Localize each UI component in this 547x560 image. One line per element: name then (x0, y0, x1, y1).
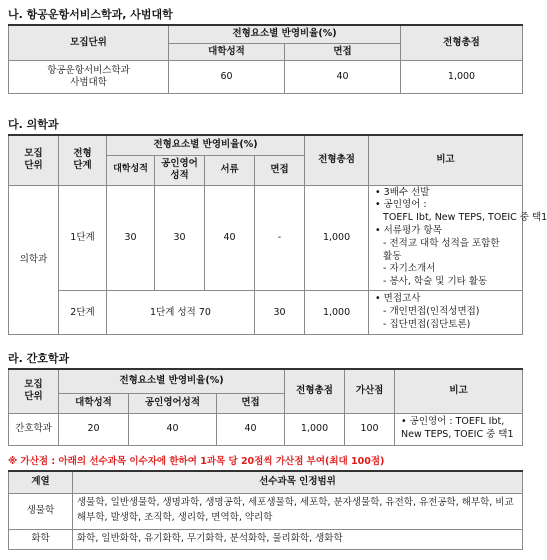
header-total: 전형총점 (285, 369, 345, 413)
section-title-aviation: 나. 항공운항서비스학과, 사범대학 (8, 8, 173, 21)
section-title-medicine: 다. 의학과 (8, 118, 59, 131)
cell-english: 40 (129, 413, 217, 445)
note-list (371, 186, 547, 290)
note-item: 활동 (383, 250, 402, 262)
section-title-nursing: 라. 간호학과 (8, 352, 70, 365)
header-english: 공인영어성적 (129, 393, 217, 413)
header-unit: 모집단위 (9, 25, 169, 60)
header-grade: 대학성적 (59, 393, 129, 413)
header-interview: 면접 (217, 393, 285, 413)
table-row (9, 493, 523, 529)
header-unit: 모집 단위 (9, 135, 59, 185)
header-ratio: 전형요소별 반영비율(%) (59, 369, 285, 393)
note-item: • 3배수 선발 (375, 186, 430, 198)
cell-prev-stage: 1단계 성적 70 (107, 291, 255, 335)
cell-total: 1,000 (305, 185, 369, 291)
cell-note (369, 291, 523, 335)
cell-bonus: 100 (345, 413, 395, 445)
aviation-table (8, 24, 523, 94)
cell-unit: 항공운항서비스학과 사범대학 (9, 60, 169, 93)
cell-interview: 30 (255, 291, 305, 335)
cell-total: 1,000 (305, 291, 369, 335)
header-ratio: 전형요소별 반영비율(%) (169, 25, 401, 43)
cell-stage: 1단계 (59, 185, 107, 291)
cell-unit: 간호학과 (9, 413, 59, 445)
cell-interview: 40 (217, 413, 285, 445)
header-ratio: 전형요소별 반영비율(%) (107, 135, 305, 155)
cell-english: 30 (155, 185, 205, 291)
subjects-table (8, 470, 523, 550)
header-bonus: 가산점 (345, 369, 395, 413)
bonus-notice: ※ 가산점 : 아래의 선수과목 이수자에 한하여 1과목 당 20점씩 가산점 부여(최대 100점) (8, 456, 385, 467)
cell-note (369, 185, 547, 291)
cell-field: 화학 (9, 529, 73, 549)
note-item: - 집단면접(집단토론) (383, 318, 471, 330)
cell-range: 화학, 일반화학, 유기화학, 무기화학, 분석화학, 물리화학, 생화학 (73, 529, 523, 549)
note-item: - 전적교 대학 성적을 포함한 (383, 237, 500, 249)
note-item: • 서류평가 항목 (375, 224, 442, 236)
header-total: 전형총점 (305, 135, 369, 185)
cell-grade: 30 (107, 185, 155, 291)
note-item: New TEPS, TOEIC 중 택1 (401, 429, 514, 440)
note-list (371, 293, 520, 331)
table-row (9, 291, 523, 335)
note-item: • 면접고사 (375, 293, 421, 305)
cell-grade: 60 (169, 60, 285, 93)
header-grade: 대학성적 (107, 155, 155, 185)
header-stage: 전형 단계 (59, 135, 107, 185)
cell-range: 생물학, 일반생물학, 생명과학, 생명공학, 세포생물학, 세포학, 분자생물학, 유전학, 유전공학, 해부학, 비교해부학, 발생학, 조직학, 생리학, 면역학, 약리학 (73, 493, 523, 529)
note-item: • 공인영어 : (375, 199, 427, 211)
table-row (9, 529, 523, 549)
note-list (397, 416, 520, 442)
cell-grade: 20 (59, 413, 129, 445)
cell-total: 1,000 (285, 413, 345, 445)
header-total: 전형총점 (401, 25, 523, 60)
table-row (9, 60, 523, 93)
header-unit: 모집 단위 (9, 369, 59, 413)
cell-field: 생물학 (9, 493, 73, 529)
header-field: 계열 (9, 471, 73, 493)
cell-interview: - (255, 185, 305, 291)
table-row (9, 413, 523, 445)
header-range: 선수과목 인정범위 (73, 471, 523, 493)
cell-docs: 40 (205, 185, 255, 291)
header-note: 비고 (369, 135, 523, 185)
cell-note (395, 413, 523, 445)
header-interview: 면접 (255, 155, 305, 185)
nursing-table (8, 368, 523, 446)
cell-stage: 2단계 (59, 291, 107, 335)
cell-total: 1,000 (401, 60, 523, 93)
table-row (9, 185, 523, 291)
medicine-table (8, 134, 547, 335)
header-english: 공인영어 성적 (155, 155, 205, 185)
note-item: • 공인영어 : TOEFL Ibt, (401, 416, 505, 428)
note-item: - 개인면접(인적성면접) (383, 306, 480, 318)
note-item: TOEFL Ibt, New TEPS, TOEIC 중 택1 (383, 212, 547, 224)
header-note: 비고 (395, 369, 523, 413)
cell-interview: 40 (285, 60, 401, 93)
note-item: - 봉사, 학술 및 기타 활동 (383, 276, 488, 288)
header-interview: 면접 (285, 43, 401, 60)
header-grade: 대학성적 (169, 43, 285, 60)
note-item: - 자기소개서 (383, 263, 436, 275)
cell-unit: 의학과 (9, 185, 59, 335)
header-docs: 서류 (205, 155, 255, 185)
